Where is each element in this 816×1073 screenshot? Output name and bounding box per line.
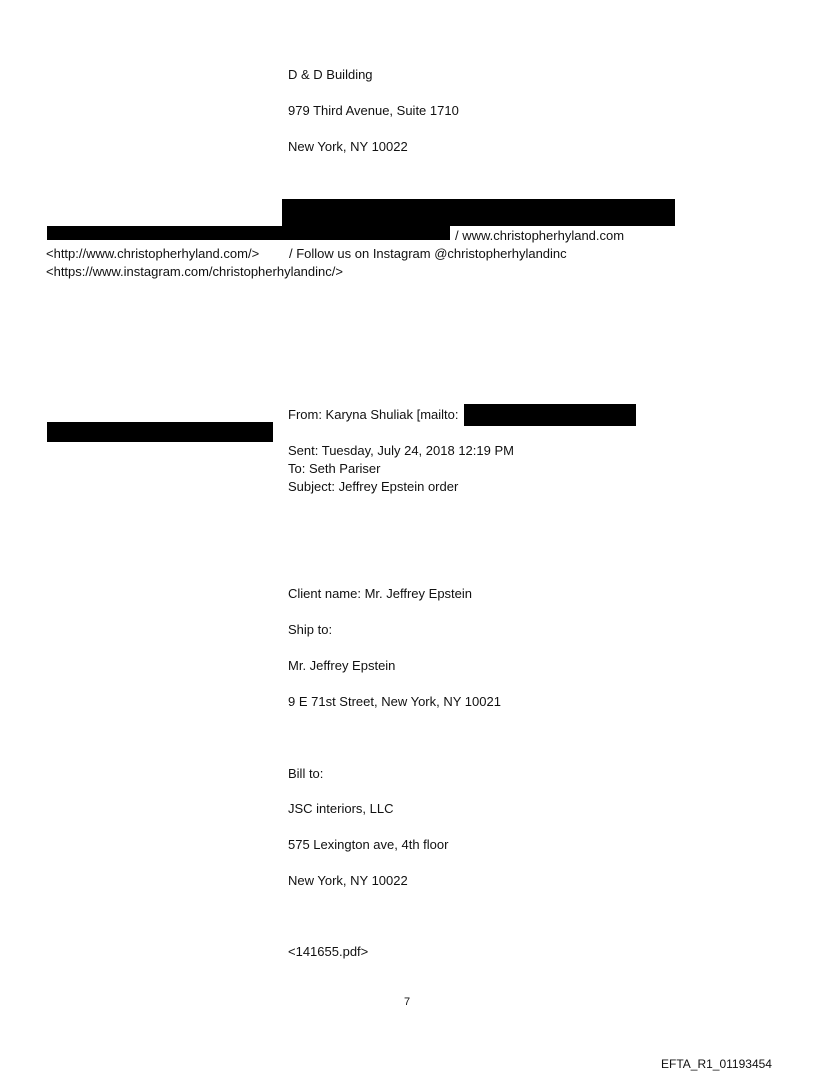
instagram-text[interactable]: / Follow us on Instagram @christopherhylandinc bbox=[289, 246, 567, 261]
website-text[interactable]: / www.christopherhyland.com bbox=[455, 228, 625, 243]
email-from: From: Karyna Shuliak [mailto: bbox=[288, 407, 459, 422]
ship-to-label: Ship to: bbox=[288, 622, 333, 637]
ship-to-address: 9 E 71st Street, New York, NY 10021 bbox=[288, 694, 501, 709]
bill-to-label: Bill to: bbox=[288, 766, 324, 781]
client-name: Client name: Mr. Jeffrey Epstein bbox=[288, 586, 473, 601]
attachment-link[interactable]: <141655.pdf> bbox=[288, 944, 369, 959]
bill-to-address-2: New York, NY 10022 bbox=[288, 873, 408, 888]
bill-to-name: JSC interiors, LLC bbox=[288, 801, 394, 816]
redaction-block bbox=[282, 199, 675, 226]
bill-to-address-1: 575 Lexington ave, 4th floor bbox=[288, 837, 449, 852]
redaction-block bbox=[47, 226, 450, 240]
instagram-url[interactable]: <https://www.instagram.com/christopherhylandinc/> bbox=[46, 264, 343, 279]
redaction-block bbox=[47, 422, 273, 442]
address-line-2: 979 Third Avenue, Suite 1710 bbox=[288, 103, 459, 118]
email-subject: Subject: Jeffrey Epstein order bbox=[288, 479, 459, 494]
ship-to-name: Mr. Jeffrey Epstein bbox=[288, 658, 396, 673]
website-url[interactable]: <http://www.christopherhyland.com/> bbox=[46, 246, 260, 261]
address-line-1: D & D Building bbox=[288, 67, 373, 82]
redaction-block bbox=[464, 404, 636, 426]
page-number: 7 bbox=[404, 996, 411, 1008]
document-id: EFTA_R1_01193454 bbox=[661, 1057, 772, 1071]
email-sent: Sent: Tuesday, July 24, 2018 12:19 PM bbox=[288, 443, 514, 458]
email-to: To: Seth Pariser bbox=[288, 461, 381, 476]
address-line-3: New York, NY 10022 bbox=[288, 139, 408, 154]
